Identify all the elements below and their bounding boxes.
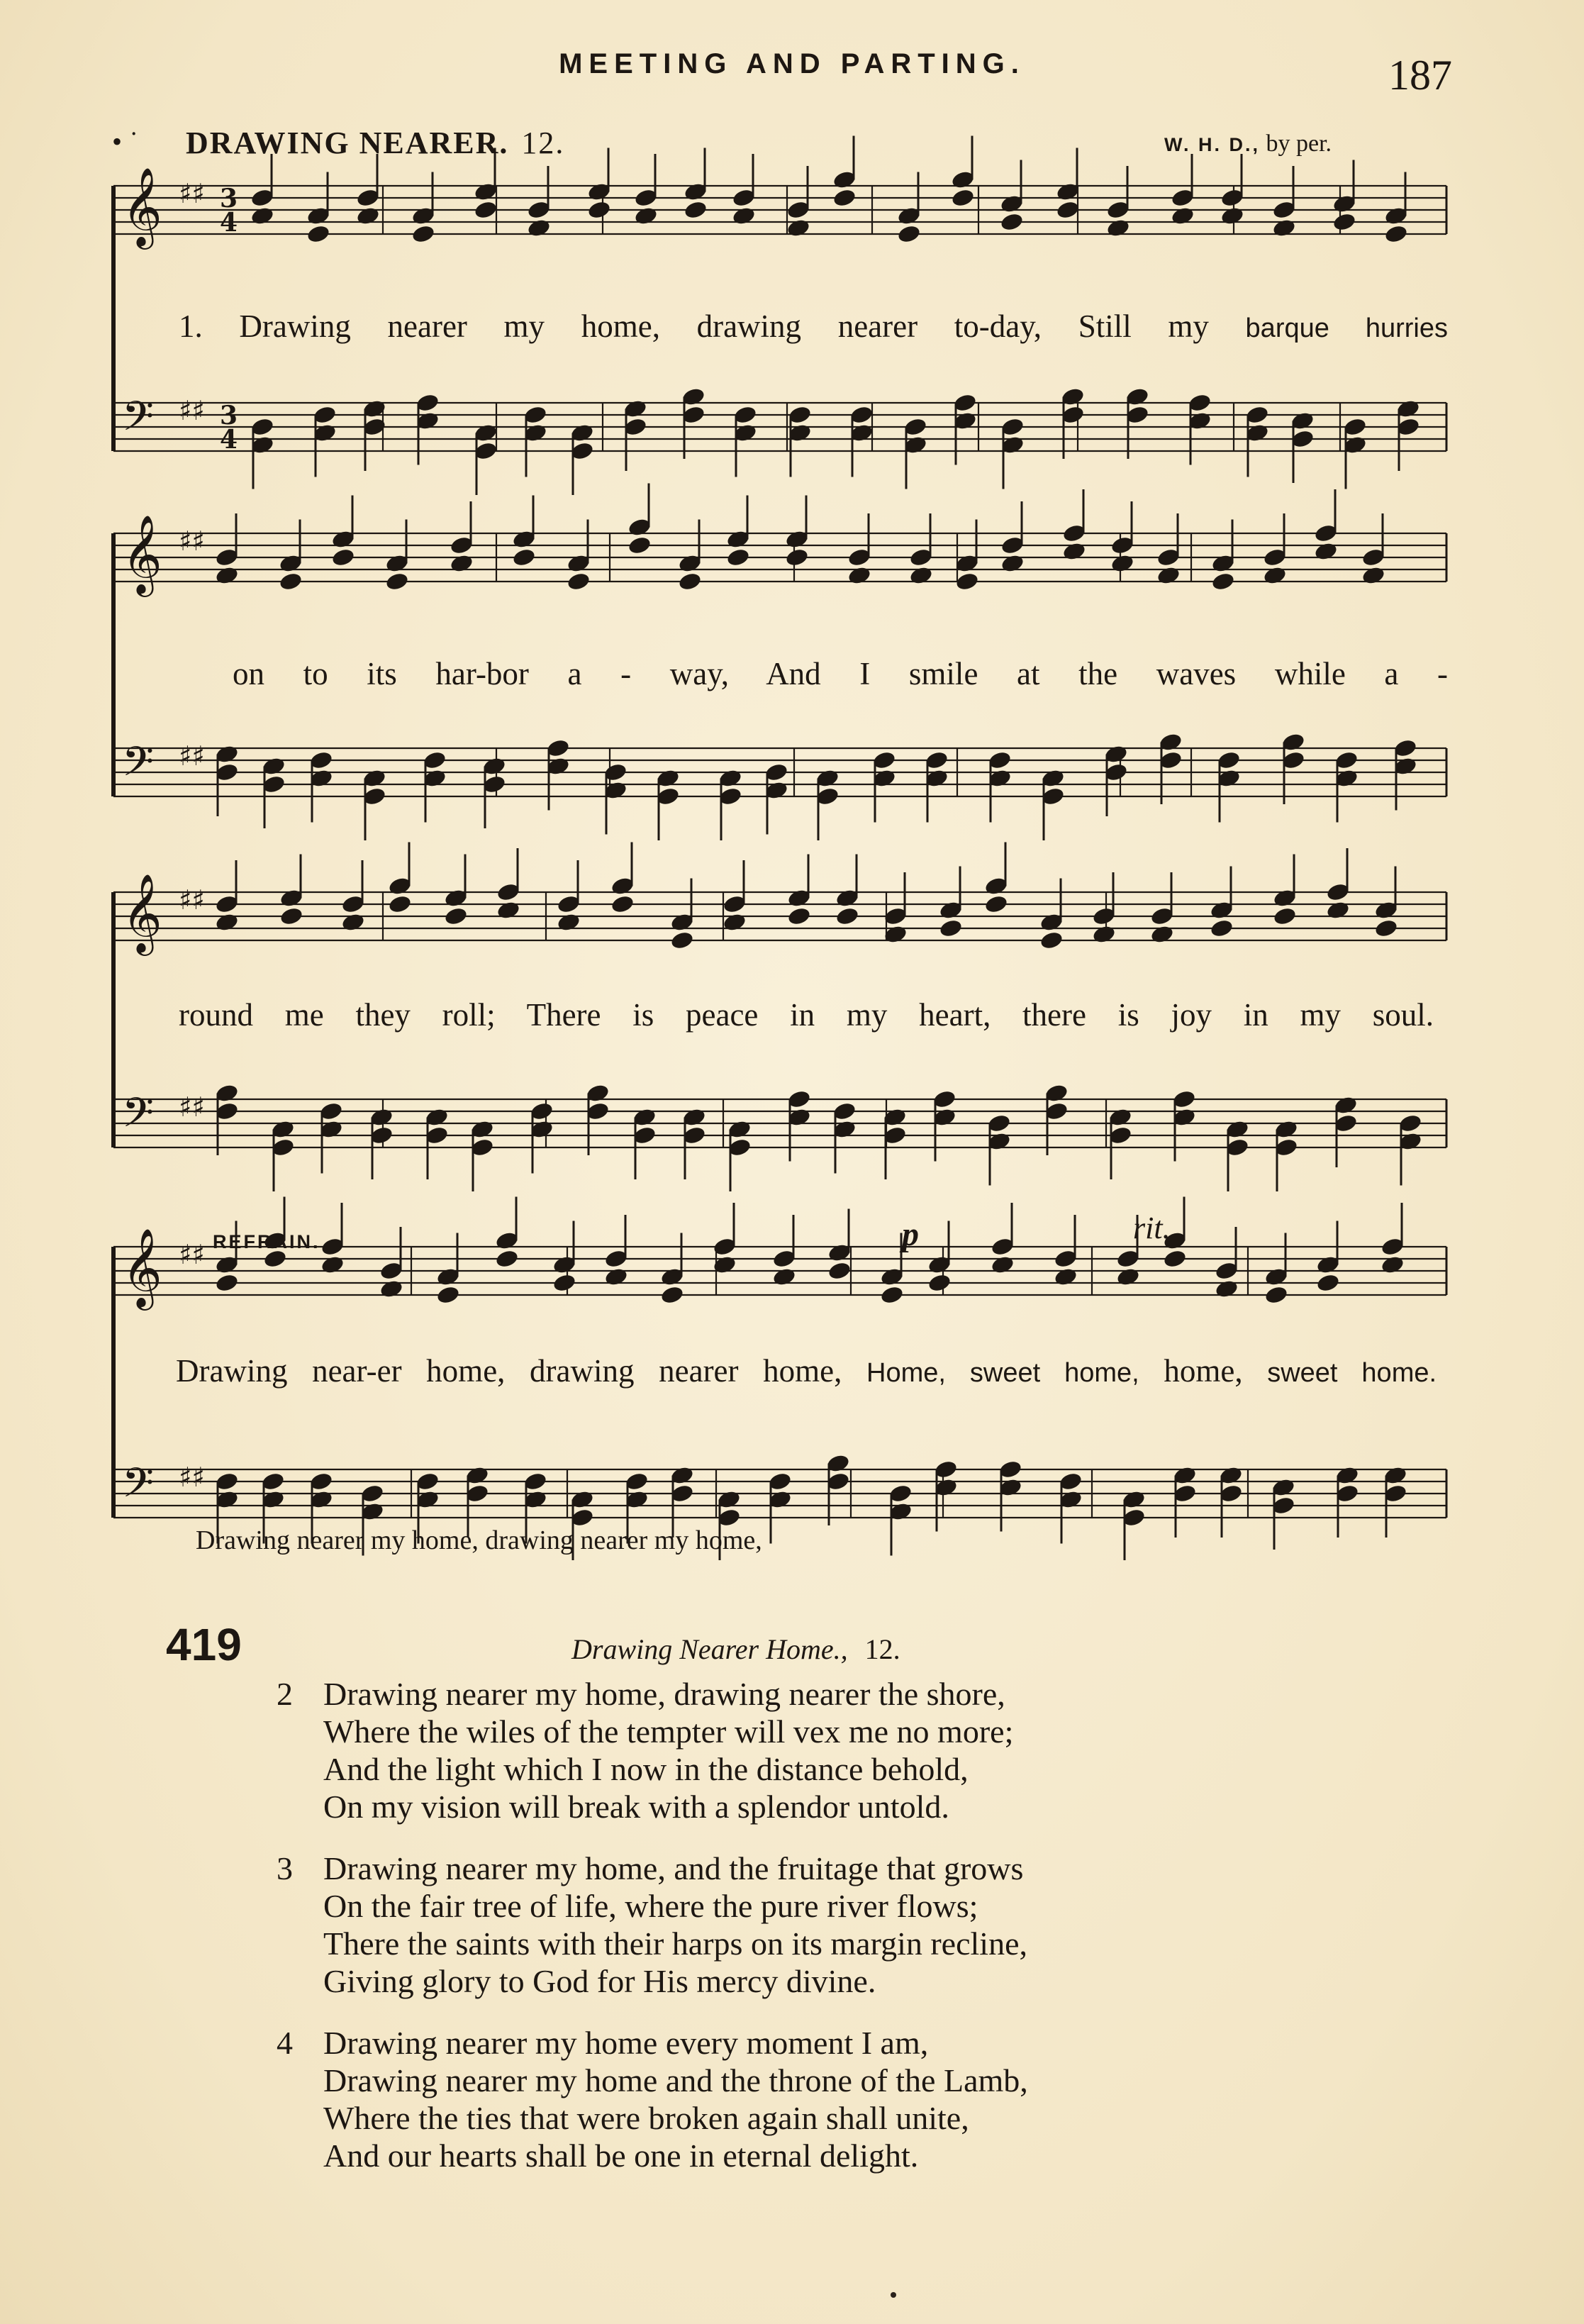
note-head (306, 223, 330, 244)
key-signature-icon: ♯♯ (179, 178, 205, 209)
hymn-meter: 12. (864, 1633, 900, 1665)
note-head (1149, 924, 1174, 945)
stanza-line-text: Drawing nearer my home, and the fruitage that grows (323, 1850, 1024, 1886)
lyric-line-4-home: home, (1164, 1353, 1243, 1389)
note-head (954, 571, 979, 591)
time-signature-top: 3 (220, 184, 238, 213)
composer-note: by per. (1266, 130, 1332, 157)
stanza-line (277, 1962, 1340, 2000)
stanza-3 (277, 1850, 1340, 2000)
note-head (879, 1284, 904, 1305)
note-head (1315, 1272, 1340, 1293)
tune-mark: • ˙ (112, 126, 139, 157)
note-head (938, 918, 963, 938)
stanza-line-text: Where the wiles of the tempter will vex me no more; (323, 1713, 1014, 1750)
refrain-label: REFRAIN. (213, 1231, 320, 1252)
time-signature-bottom: 4 (220, 425, 238, 455)
note-head (1380, 1255, 1405, 1275)
lyric-line-4-sweet-home: sweet home. (1267, 1358, 1437, 1388)
note-head (435, 1284, 460, 1305)
note-head (1039, 930, 1064, 950)
note-head (250, 206, 274, 226)
stanza-number: 2 (277, 1676, 293, 1712)
bass-clef-icon: 𝄢 (122, 738, 155, 796)
note-head (999, 211, 1024, 232)
key-signature-icon: ♯♯ (179, 526, 205, 557)
key-signature-icon: ♯♯ (179, 395, 205, 426)
note-head (384, 571, 409, 591)
note-head (1209, 918, 1234, 938)
lyric-line-2: on to its har-bor a - way, And I smile at the waves while a - (233, 656, 1448, 691)
treble-clef-icon: 𝄞 (122, 514, 162, 594)
lyric-line-4-text: Drawing near-er home, drawing nearer home, (176, 1353, 842, 1389)
key-signature-icon: ♯♯ (179, 740, 205, 772)
note-head (835, 906, 859, 926)
note-head (1361, 565, 1385, 586)
note-head (1262, 565, 1287, 586)
note-head (786, 218, 810, 238)
bass-clef-icon: 𝄢 (122, 392, 155, 450)
note-head (586, 199, 611, 220)
note-head (355, 206, 380, 226)
note-head (330, 547, 355, 567)
note-head (214, 565, 239, 586)
note-head (827, 1260, 852, 1281)
note-head (610, 894, 635, 914)
note-head (214, 1272, 239, 1293)
note-head (908, 565, 933, 586)
note-head (1383, 223, 1408, 244)
note-head (627, 535, 652, 555)
key-signature-icon: ♯♯ (179, 884, 205, 916)
note-head (1325, 900, 1350, 921)
stanza-line (277, 2062, 1340, 2099)
note-head (340, 912, 365, 933)
note-head (659, 1284, 684, 1305)
stanza-line-text: Where the ties that were broken again shall unite, (323, 2100, 969, 2136)
treble-clef-icon: 𝄞 (122, 1228, 162, 1307)
key-signature-icon: ♯♯ (179, 1239, 205, 1270)
note-head (1373, 918, 1398, 938)
note-head (1091, 924, 1116, 945)
note-head (566, 571, 591, 591)
lyric-line-1-condensed: barque hurries (1245, 313, 1448, 343)
stanza-line-text: On my vision will break with a splendor untold. (323, 1789, 949, 1825)
note-head (771, 1267, 796, 1287)
note-head (1220, 206, 1244, 226)
stanza-line (277, 2137, 1340, 2174)
note-head (927, 1272, 952, 1293)
note-head (983, 894, 1008, 914)
note-head (552, 1272, 576, 1293)
note-head (1055, 199, 1080, 220)
note-head (633, 206, 658, 226)
note-head (683, 199, 708, 220)
tune-meter: 12. (521, 126, 565, 160)
stanza-2 (277, 1675, 1340, 1825)
note-head (603, 1267, 628, 1287)
stanza-line-text: Drawing nearer my home and the throne of the Lamb, (323, 2062, 1028, 2098)
stanza-line (277, 1788, 1340, 1825)
stanza-4 (277, 2024, 1340, 2174)
stanza-line (277, 2099, 1340, 2137)
treble-clef-icon: 𝄞 (122, 873, 162, 952)
stanza-number: 3 (277, 1850, 293, 1886)
note-head (1271, 218, 1296, 238)
hymn-title (571, 1633, 900, 1666)
page-number: 187 (1388, 52, 1452, 99)
stanza-line-text: Drawing nearer my home, drawing nearer the shore, (323, 1676, 1005, 1712)
note-head (443, 906, 468, 926)
key-signature-icon: ♯♯ (179, 1462, 205, 1493)
lyric-line-4 (176, 1352, 1437, 1389)
bass-clef-icon: 𝄢 (122, 1459, 155, 1517)
stanza-line (277, 1713, 1340, 1750)
running-head: MEETING AND PARTING. (559, 48, 1025, 79)
dynamic-piano: p (902, 1216, 919, 1253)
lyric-line-3: round me they roll; There is peace in my heart, there is joy in my soul. (179, 997, 1434, 1033)
note-head (496, 900, 520, 921)
key-signature-icon: ♯♯ (179, 1091, 205, 1123)
time-signature-top: 3 (220, 401, 238, 430)
stanza-line-text: Drawing nearer my home every moment I am, (323, 2025, 929, 2061)
hymn-title-text: Drawing Nearer Home., (571, 1633, 848, 1665)
ink-dot (891, 2292, 896, 2298)
note-head (722, 912, 747, 933)
note-head (990, 1255, 1015, 1275)
note-head (387, 894, 412, 914)
treble-clef-icon: 𝄞 (122, 167, 162, 246)
note-head (847, 565, 871, 586)
time-signature-bottom: 4 (220, 208, 238, 238)
note-head (1272, 906, 1297, 926)
lyric-line-1-text: 1. Drawing nearer my home, drawing nearer to-day, Still my (179, 308, 1209, 344)
stanza-line (277, 1675, 1340, 1713)
note-head (832, 187, 857, 208)
note-head (1170, 206, 1195, 226)
note-head (950, 187, 975, 208)
note-head (1313, 541, 1338, 562)
stanza-line (277, 1925, 1340, 1962)
note-head (1162, 1248, 1187, 1269)
stanza-line (277, 2024, 1340, 2062)
dynamic-ritardando: rit. (1133, 1211, 1171, 1245)
note-head (786, 906, 811, 926)
composer-initials: W. H. D., (1164, 134, 1260, 155)
note-head (1000, 553, 1025, 574)
note-head (677, 571, 702, 591)
note-head (1332, 211, 1356, 232)
bass-part-words: Drawing nearer my home, drawing nearer my home, (196, 1525, 762, 1555)
note-head (725, 547, 750, 567)
tune-title-text: DRAWING NEARER. (186, 126, 509, 160)
note-head (1110, 553, 1134, 574)
note-head (473, 199, 498, 220)
note-head (669, 930, 694, 950)
note-head (1061, 541, 1086, 562)
stanzas (277, 1675, 1340, 2198)
lyric-line-1 (179, 308, 1448, 345)
hymn-number: 419 (166, 1619, 242, 1670)
note-head (1115, 1267, 1140, 1287)
bass-clef-icon: 𝄢 (122, 1089, 155, 1147)
note-head (1156, 565, 1181, 586)
note-head (1214, 1279, 1239, 1299)
stanza-line-text: And our hearts shall be one in eternal delight. (323, 2137, 919, 2174)
stanza-line (277, 1750, 1340, 1788)
note-head (379, 1279, 403, 1299)
stanza-line-text: Giving glory to God for His mercy divine. (323, 1963, 876, 1999)
note-head (511, 547, 536, 567)
note-head (1053, 1267, 1078, 1287)
note-head (449, 553, 474, 574)
note-head (494, 1248, 519, 1269)
note-head (214, 912, 239, 933)
stanza-line-text: On the fair tree of life, where the pure river flows; (323, 1888, 978, 1924)
note-head (556, 912, 581, 933)
note-head (320, 1255, 345, 1275)
note-head (1210, 571, 1235, 591)
note-head (1105, 218, 1130, 238)
note-head (784, 547, 809, 567)
stanza-line (277, 1887, 1340, 1925)
stanza-line-text: And the light which I now in the distance behold, (323, 1751, 969, 1787)
note-head (411, 223, 435, 244)
stanza-line-text: There the saints with their harps on its margin recline, (323, 1925, 1027, 1962)
stanza-line (277, 1850, 1340, 1887)
stanza-number: 4 (277, 2025, 293, 2061)
note-head (896, 223, 921, 244)
note-head (279, 906, 303, 926)
note-head (731, 206, 756, 226)
note-head (278, 571, 303, 591)
note-head (526, 218, 551, 238)
lyric-line-4-home-sweet-home: Home, sweet home, (866, 1358, 1139, 1388)
note-head (1264, 1284, 1288, 1305)
